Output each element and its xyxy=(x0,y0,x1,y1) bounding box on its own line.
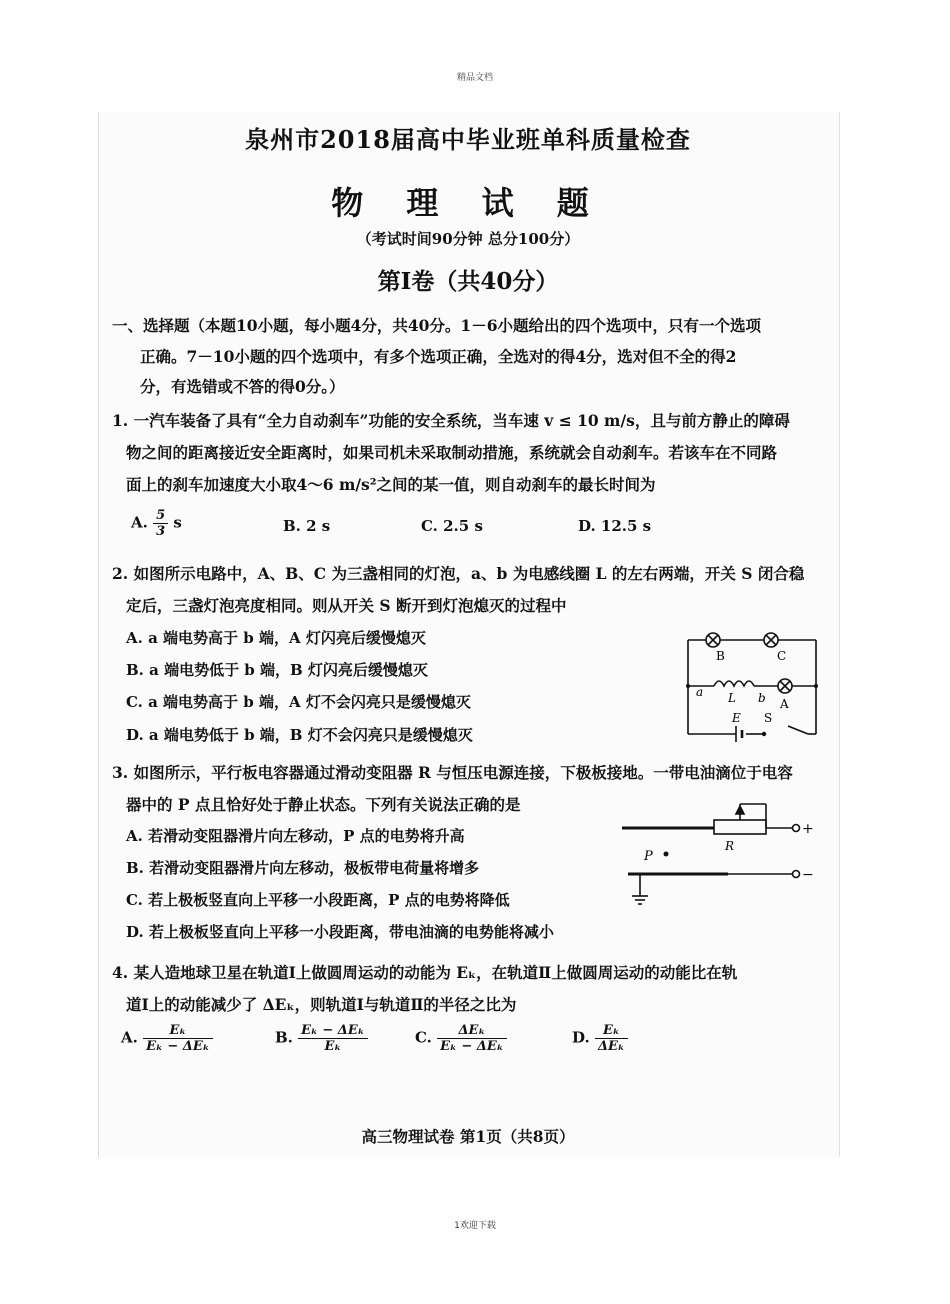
q1-option-c: C. 2.5 s xyxy=(421,517,483,535)
q2-fig-label-e: E xyxy=(732,711,741,725)
q4-option-b-fraction xyxy=(298,1023,367,1054)
q4-option-a-fraction xyxy=(143,1023,212,1054)
q4-option-b xyxy=(275,1023,368,1054)
page-number: 高三物理试卷 第1页（共8页） xyxy=(361,1127,575,1146)
q4-option-d-label: D. xyxy=(572,1028,590,1047)
q3-line-2: 器中的 P 点且恰好处于静止状态。下列有关说法正确的是 xyxy=(126,795,521,814)
q3-option-b: B. 若滑动变阻器滑片向左移动，极板带电荷量将增多 xyxy=(126,859,480,877)
q4-option-a-numerator: Eₖ xyxy=(143,1023,212,1039)
q4-option-c-denominator: Eₖ − ΔEₖ xyxy=(440,1039,504,1054)
q2-option-c: C. a 端电势高于 b 端，A 灯不会闪亮只是缓慢熄灭 xyxy=(126,693,471,711)
q1-option-a-label: A. xyxy=(131,513,148,532)
q4-line-1: 4. 某人造地球卫星在轨道Ⅰ上做圆周运动的动能为 Eₖ，在轨道Ⅱ上做圆周运动的动能比在轨 xyxy=(112,963,738,982)
q2-option-b: B. a 端电势低于 b 端，B 灯闪亮后缓慢熄灭 xyxy=(126,661,428,679)
q1-option-b: B. 2 s xyxy=(283,517,331,535)
q4-option-b-numerator: Eₖ − ΔEₖ xyxy=(298,1023,367,1039)
q1-option-a-numerator: 5 xyxy=(153,508,168,524)
q4-option-d-fraction xyxy=(595,1023,628,1054)
q3-option-d: D. 若上极板竖直向上平移一小段距离，带电油滴的电势能将减小 xyxy=(126,923,554,941)
section-instruction-line-1: 一、选择题（本题10小题，每小题4分，共40分。1－6小题给出的四个选项中，只有一个选项 xyxy=(112,316,761,335)
q4-option-c-fraction xyxy=(437,1023,506,1054)
q3-capacitor-figure xyxy=(620,792,820,917)
q2-fig-label-s: S xyxy=(764,711,773,725)
q2-fig-label-b: B xyxy=(716,649,725,663)
q4-option-a-denominator: Eₖ − ΔEₖ xyxy=(146,1039,210,1054)
q2-fig-label-l: L xyxy=(728,691,736,705)
q2-fig-label-c: C xyxy=(777,649,787,663)
q3-line-1: 3. 如图所示，平行板电容器通过滑动变阻器 R 与恒压电源连接，下极板接地。一带电油滴位于电容 xyxy=(112,763,793,782)
section-instruction-line-2: 正确。7－10小题的四个选项中，有多个选项正确，全选对的得4分，选对但不全的得2 xyxy=(140,347,737,366)
q2-fig-label-b-end: b xyxy=(758,691,766,705)
q4-option-b-denominator: Eₖ xyxy=(324,1039,342,1054)
q1-line-3: 面上的刹车加速度大小取4～6 m/s²之间的某一值，则自动刹车的最长时间为 xyxy=(126,475,656,494)
q1-option-a-unit: s xyxy=(173,513,182,532)
q3-fig-label-minus: − xyxy=(802,867,814,883)
q1-option-d: D. 12.5 s xyxy=(578,517,652,535)
q1-option-a xyxy=(131,508,182,539)
q4-option-b-label: B. xyxy=(275,1028,293,1047)
q4-option-d-denominator: ΔEₖ xyxy=(597,1039,625,1054)
q1-line-2: 物之间的距离接近安全距离时，如果司机未采取制动措施，系统就会自动刹车。若该车在不同路 xyxy=(126,443,778,462)
q4-option-d-numerator: Eₖ xyxy=(595,1023,628,1039)
q2-option-a: A. a 端电势高于 b 端，A 灯闪亮后缓慢熄灭 xyxy=(126,629,426,647)
q3-fig-label-p: P xyxy=(644,849,653,864)
exam-title: 泉州市2018届高中毕业班单科质量检查 xyxy=(245,125,691,154)
q3-fig-label-plus: + xyxy=(802,821,814,837)
q4-option-a xyxy=(121,1023,213,1054)
q2-fig-label-lamp-a: A xyxy=(780,697,789,711)
header-note: 精品文档 xyxy=(456,73,493,83)
q4-option-c xyxy=(415,1023,507,1054)
q1-line-1: 1. 一汽车装备了具有“全力自动刹车”功能的安全系统，当车速 v ≤ 10 m/s，且与前方静止的障碍 xyxy=(112,411,790,430)
q2-circuit-figure xyxy=(676,622,826,752)
q3-option-c: C. 若上极板竖直向上平移一小段距离，P 点的电势将降低 xyxy=(126,891,510,909)
q2-line-1: 2. 如图所示电路中，A、B、C 为三盏相同的灯泡，a、b 为电感线圈 L 的左右两端，开关 S 闭合稳 xyxy=(112,564,805,583)
q3-fig-label-r: R xyxy=(725,839,735,853)
q4-option-c-label: C. xyxy=(415,1028,432,1047)
q3-option-a: A. 若滑动变阻器滑片向左移动，P 点的电势将升高 xyxy=(126,827,465,845)
q2-line-2: 定后，三盏灯泡亮度相同。则从开关 S 断开到灯泡熄灭的过程中 xyxy=(126,596,567,615)
volume-title: 第Ⅰ卷（共40分） xyxy=(377,268,559,295)
q1-option-a-fraction xyxy=(153,508,168,539)
q2-option-d: D. a 端电势低于 b 端，B 灯不会闪亮只是缓慢熄灭 xyxy=(126,726,473,744)
q1-option-a-denominator: 3 xyxy=(156,524,166,539)
exam-info: （考试时间90分钟 总分100分） xyxy=(356,230,580,248)
q4-line-2: 道Ⅰ上的动能减少了 ΔEₖ，则轨道Ⅰ与轨道Ⅱ的半径之比为 xyxy=(126,995,517,1014)
section-instruction-line-3: 分，有选错或不答的得0分。） xyxy=(140,377,345,396)
q4-option-c-numerator: ΔEₖ xyxy=(437,1023,506,1039)
subject-title: 物 理 试 题 xyxy=(331,184,605,222)
q4-option-d xyxy=(572,1023,628,1054)
q2-fig-label-a-end: a xyxy=(696,685,704,699)
q4-option-a-label: A. xyxy=(121,1028,138,1047)
footer-note: 1欢迎下载 xyxy=(454,1221,496,1231)
